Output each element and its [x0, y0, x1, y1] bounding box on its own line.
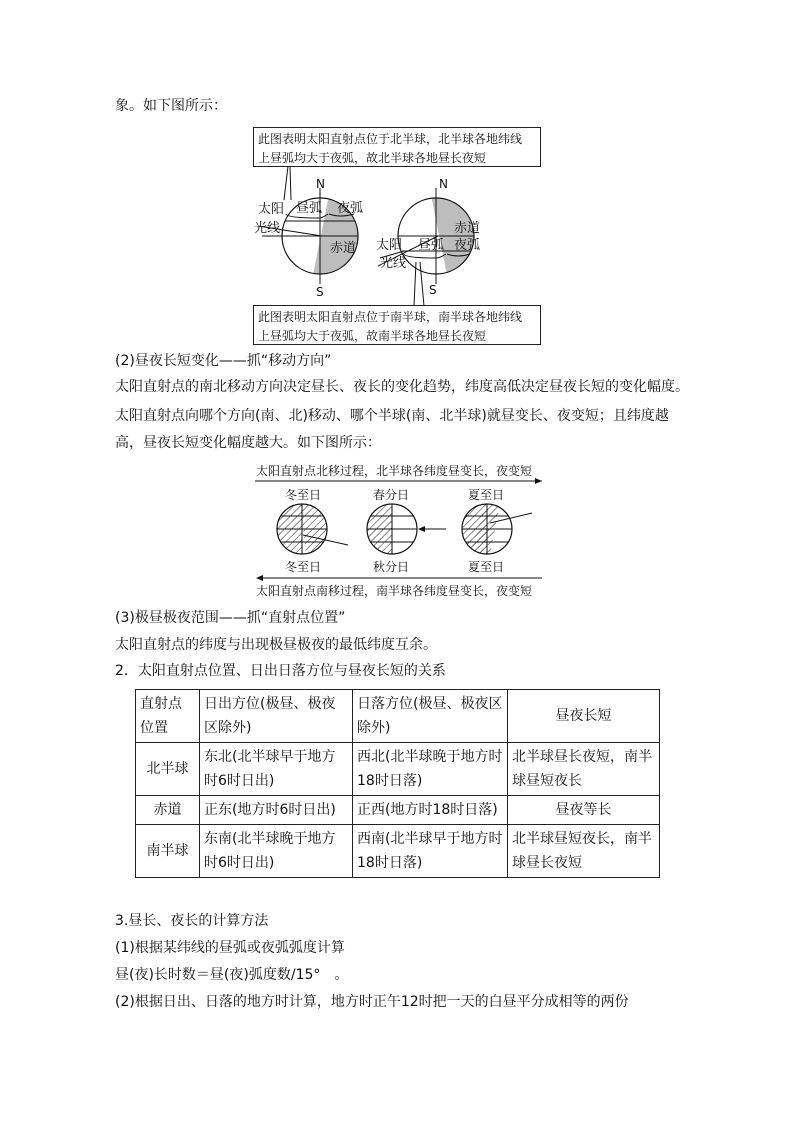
globe-summer-solstice	[462, 504, 532, 554]
table-cell: 南半球	[136, 825, 200, 878]
subsection: (1)根据某纬线的昼弧或夜弧弧度计算	[115, 940, 345, 956]
sun-ray-label: 太阳	[258, 202, 285, 217]
day-arc-label: 昼弧	[296, 201, 323, 216]
annotation-line: 上昼弧均大于夜弧，故北半球各地昼长夜短	[258, 151, 487, 165]
subsection: (2)根据日出、日落的地方时计算，地方时正午12时把一天的白昼平分成相等的两份	[115, 994, 629, 1010]
equator-label: 赤道	[454, 221, 481, 236]
table-header: 日出方位(极昼、极夜区除外)	[200, 690, 353, 743]
label-winter-solstice-top: 冬至日	[285, 488, 322, 502]
table-cell: 赤道	[136, 796, 200, 825]
day-arc-label: 昼弧	[418, 238, 445, 253]
paragraph: 太阳直射点的南北移动方向决定昼长、夜长的变化趋势，纬度高低决定昼夜长短的变化幅度。	[115, 379, 689, 395]
sun-ray-label: 太阳	[376, 238, 403, 253]
south-label: S	[429, 283, 437, 297]
paragraph: 太阳直射点向哪个方向(南、北)移动、哪个半球(南、北半球)就昼变长、夜变短；且纬度越	[115, 408, 669, 424]
table-header: 日落方位(极昼、极夜区除外)	[353, 690, 508, 743]
migration-north-caption: 太阳直射点北移过程，北半球各纬度昼变长，夜变短	[256, 464, 533, 478]
table-cell: 正西(地方时18时日落)	[353, 796, 508, 825]
table-cell: 西南(北半球早于地方时18时日落)	[353, 825, 508, 878]
table-cell: 北半球昼短夜长，南半球昼长夜短	[508, 825, 660, 878]
table-row	[136, 690, 660, 743]
north-label: N	[439, 177, 448, 191]
table-cell: 西北(北半球晚于地方时18时日落)	[353, 743, 508, 796]
annotation-line: 此图表明太阳直射点位于南半球，南半球各地纬线	[258, 310, 523, 324]
label-winter-solstice-bottom: 冬至日	[285, 560, 322, 574]
label-summer-solstice-top: 夏至日	[468, 488, 505, 502]
paragraph: 高，昼夜长短变化幅度越大。如下图所示：	[115, 435, 381, 451]
sun-ray-label: 光线	[380, 256, 407, 271]
label-autumn-equinox: 秋分日	[373, 560, 410, 574]
table-header: 直射点位置	[136, 690, 200, 743]
table-cell: 北半球	[136, 743, 200, 796]
annotation-line: 此图表明太阳直射点位于北半球，北半球各地纬线	[258, 132, 523, 146]
night-arc-label: 夜弧	[337, 201, 364, 216]
table-cell: 正东(地方时6时日出)	[200, 796, 353, 825]
table-header: 昼夜长短	[508, 690, 660, 743]
migration-south-caption: 太阳直射点南移过程，南半球各纬度昼变长，夜变短	[256, 584, 533, 598]
table-row	[136, 825, 660, 878]
south-label: S	[316, 285, 324, 299]
label-spring-equinox: 春分日	[373, 488, 410, 502]
table-cell: 东南(北半球晚于地方时6时日出)	[200, 825, 353, 878]
formula: 昼(夜)长时数＝昼(夜)弧度数/15° 。	[115, 967, 349, 983]
table-row	[136, 743, 660, 796]
night-arc-label: 夜弧	[454, 238, 481, 253]
intro-text: 象。如下图所示：	[115, 98, 227, 114]
label-summer-solstice-bottom: 夏至日	[468, 560, 505, 574]
globe-equinox	[367, 504, 446, 554]
item-title: 3.昼长、夜长的计算方法	[115, 913, 269, 929]
section-title: (2)昼夜长短变化——抓“移动方向”	[115, 353, 332, 369]
item-title: 2．太阳直射点位置、日出日落方位与昼夜长短的关系	[115, 663, 446, 679]
annotation-line: 上昼弧均大于夜弧，故南半球各地昼长夜短	[258, 329, 487, 343]
sun-ray-label: 光线	[254, 221, 281, 236]
paragraph: 太阳直射点的纬度与出现极昼极夜的最低纬度互余。	[115, 637, 437, 653]
table-cell: 北半球昼长夜短，南半球昼短夜长	[508, 743, 660, 796]
table-row	[136, 796, 660, 825]
globe-winter-solstice	[277, 504, 348, 554]
table-cell: 东北(北半球早于地方时6时日出)	[200, 743, 353, 796]
section-title: (3)极昼极夜范围——抓“直射点位置”	[115, 610, 346, 626]
equator-label: 赤道	[330, 241, 357, 256]
table-cell: 昼夜等长	[508, 796, 660, 825]
relationship-table	[135, 689, 660, 878]
north-label: N	[316, 177, 325, 191]
